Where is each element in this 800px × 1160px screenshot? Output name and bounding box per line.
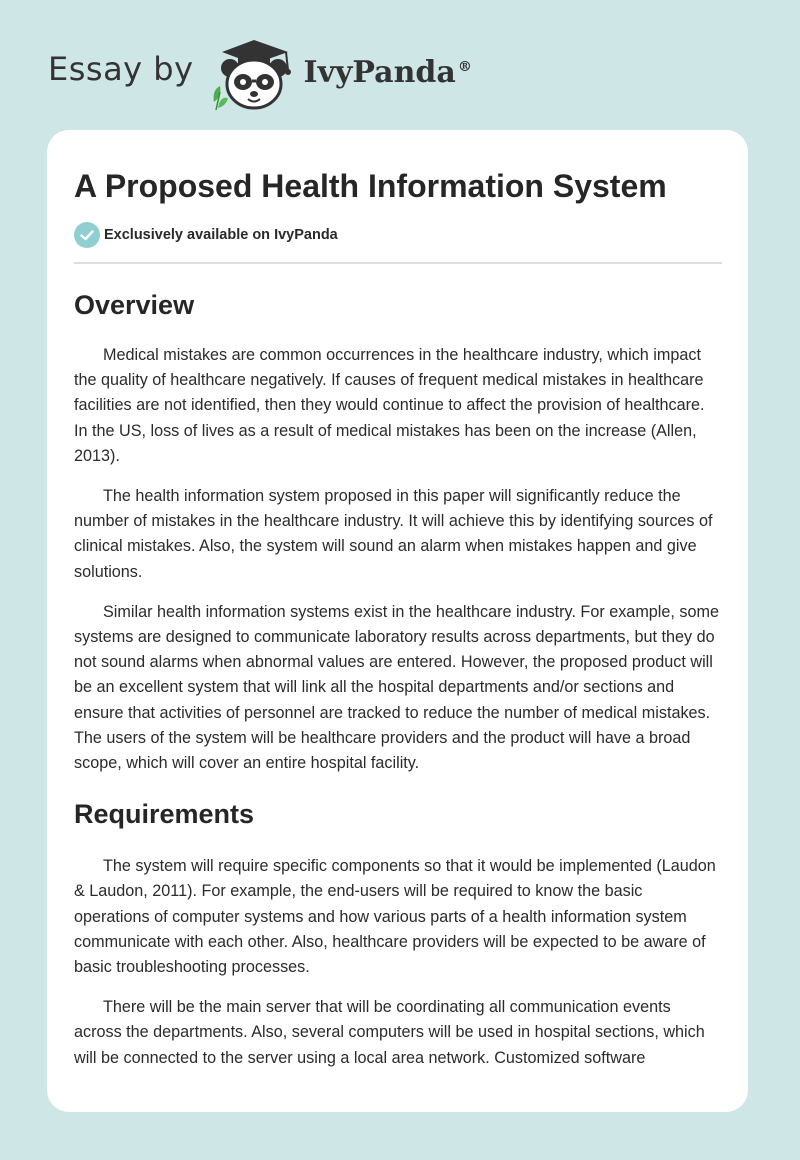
- paragraph: Similar health information systems exist in the healthcare industry. For example, some systems are designed to communicate laboratory results across departments, but they do not sound alarms when abnormal values are entered. However, the proposed product will be an excellent system that will link all the hospital departments and/or sections and ensure that activities of personnel are tracked to reduce the number of medical mistakes. The users of the system will be healthcare providers and the product will have a broad scope, which will cover an entire hospital facility.: [74, 602, 719, 773]
- paragraph: The health information system proposed in this paper will significantly reduce the number of mistakes in the healthcare industry. It will achieve this by identifying sources of clinical mistakes. Also, the system will sound an alarm when mistakes happen and give solutions.: [74, 487, 713, 581]
- badge-text: Exclusively available on IvyPanda: [104, 227, 338, 243]
- divider: [74, 262, 722, 264]
- paragraph: There will be the main server that will be coordinating all communication events across the departments. Also, several computers will be used in hospital sections, which will be connected to the server using a local area network. Customized software: [74, 998, 705, 1067]
- brand-header: [48, 36, 472, 112]
- brand-name: IvyPanda ®: [303, 54, 472, 90]
- panda-logo-icon: [208, 36, 300, 112]
- section-heading: Overview: [74, 290, 195, 320]
- paragraph: The system will require specific components so that it would be implemented (Laudon & Laudon, 2011). For example, the end-users will be required to know the basic operations of computer systems and how various parts of a health information system communicate with each other. Also, healthcare providers will be expected to be aware of basic troubleshooting processes.: [74, 857, 716, 977]
- exclusive-badge: [74, 222, 722, 248]
- paragraph: Medical mistakes are common occurrences in the healthcare industry, which impact the quality of healthcare negatively. If causes of frequent medical mistakes in healthcare facilities are not identified, then they would continue to affect the provision of healthcare. In the US, loss of lives as a result of medical mistakes has been on the increase (Allen, 2013).: [74, 346, 705, 465]
- page-title: A Proposed Health Information System: [74, 168, 667, 204]
- section-heading: Requirements: [74, 799, 255, 830]
- check-circle-icon: [74, 222, 100, 248]
- article-card: [47, 130, 748, 1112]
- brand-prefix: Essay by: [48, 50, 194, 88]
